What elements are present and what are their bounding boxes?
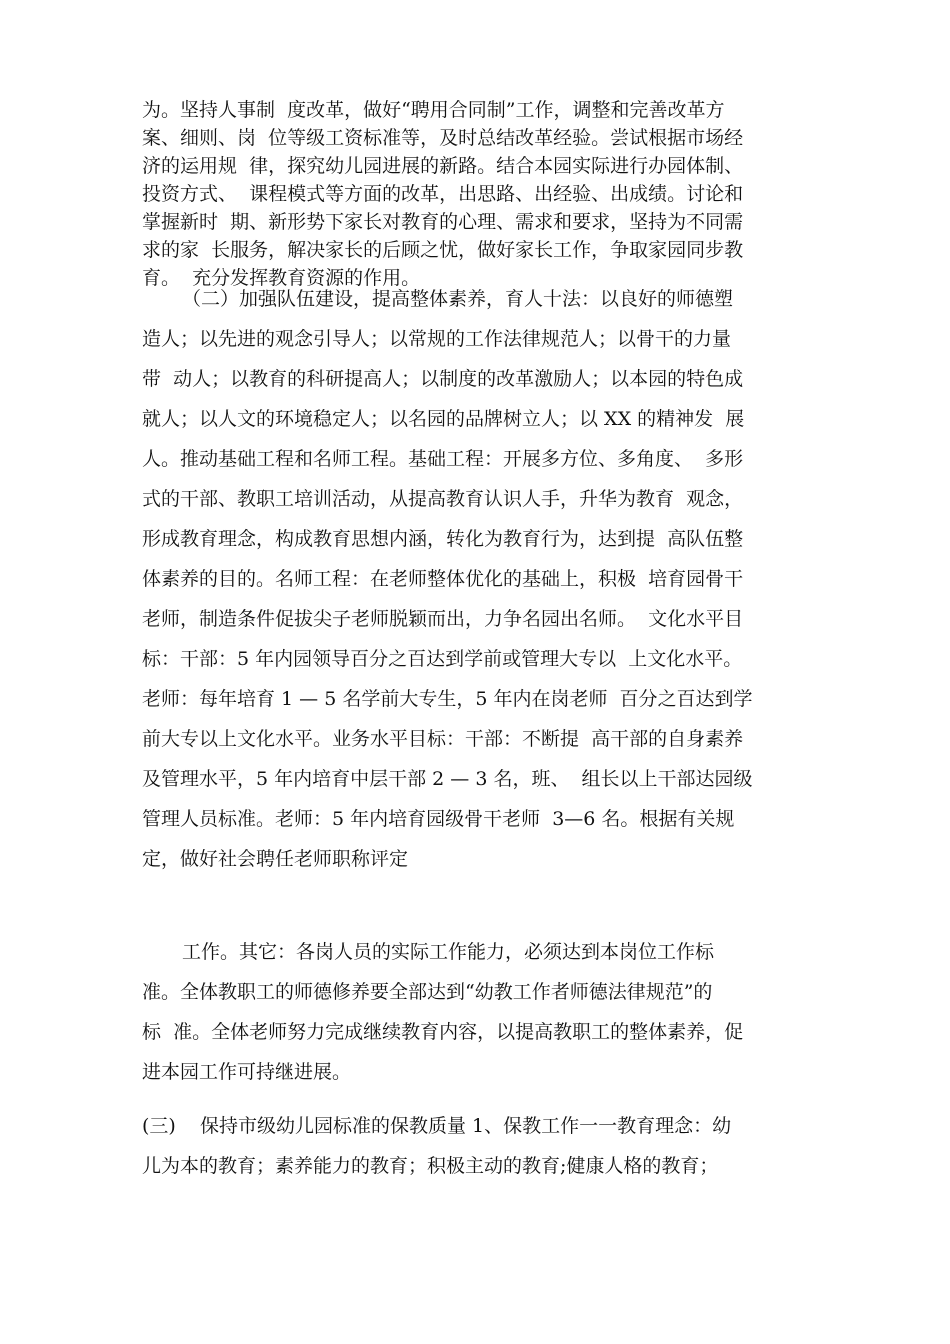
text-line: 求的家 长服务，解决家长的后顾之忧，做好家长工作，争取家园同步教 — [142, 239, 744, 261]
text-line: 老师：每年培育 1 — 5 名学前大专生，5 年内在岗老师 百分之百达到学 — [142, 688, 753, 710]
text-line: 标：干部：5 年内园领导百分之百达到学前或管理大专以 上文化水平。 — [142, 648, 743, 670]
text-line: 投资方式、 课程模式等方面的改革，出思路、出经验、出成绩。讨论和 — [142, 183, 744, 205]
text-line: 济的运用规 律，探究幼儿园进展的新路。结合本园实际进行办园体制、 — [142, 155, 744, 177]
text-line: 定，做好社会聘任老师职称评定 — [142, 848, 409, 870]
text-line: 就人；以人文的环境稳定人；以名园的品牌树立人；以 XX 的精神发 展 — [142, 408, 745, 430]
text-line: 式的干部、教职工培训活动，从提高教育认识人手，升华为教育 观念， — [142, 488, 744, 510]
text-line: 前大专以上文化水平。业务水平目标：干部：不断提 高干部的自身素养 — [142, 728, 744, 750]
paragraph-care-quality — [142, 1106, 832, 1186]
text-line: 形成教育理念，构成教育思想内涵，转化为教育行为，达到提 高队伍整 — [142, 528, 744, 550]
text-line: 老师，制造条件促拔尖子老师脱颖而出，力争名园出名师。 文化水平目 — [142, 608, 744, 630]
text-line: 带 动人；以教育的科研提高人；以制度的改革激励人；以本园的特色成 — [142, 368, 744, 390]
text-line: 标 准。全体老师努力完成继续教育内容，以提高教职工的整体素养，促 — [142, 1021, 744, 1043]
text-line: （二）加强队伍建设，提高整体素养，育人十法：以良好的师德塑 — [182, 288, 734, 310]
text-line: 准。全体教职工的师德修养要全部达到“幼教工作者师德法律规范”的 — [142, 981, 713, 1003]
text-line: 儿为本的教育；素养能力的教育；积极主动的教育;健康人格的教育； — [142, 1155, 719, 1177]
paragraph-reform — [142, 96, 832, 292]
text-line: 工作。其它：各岗人员的实际工作能力，必须达到本岗位工作标 — [182, 941, 715, 963]
text-line: 掌握新时 期、新形势下家长对教育的心理、需求和要求，坚持为不同需 — [142, 211, 744, 233]
paragraph-other-requirements — [142, 932, 832, 1092]
text-line: 进本园工作可持继进展。 — [142, 1061, 352, 1083]
text-line: 管理人员标准。老师：5 年内培育园级骨干老师 3—6 名。根据有关规 — [142, 808, 735, 830]
text-line: 育。 充分发挥教育资源的作用。 — [142, 267, 421, 289]
text-line: (三) 保持市级幼儿园标准的保教质量 1、保教工作一一教育理念：幼 — [142, 1115, 732, 1137]
text-line: 为。坚持人事制 度改革，做好“聘用合同制”工作，调整和完善改革方 — [142, 99, 725, 121]
text-line: 造人；以先进的观念引导人；以常规的工作法律规范人；以骨干的力量 — [142, 328, 732, 350]
text-line: 及管理水平，5 年内培育中层干部 2 — 3 名，班、 组长以上干部达园级 — [142, 768, 753, 790]
text-line: 案、细则、岗 位等级工资标准等，及时总结改革经验。尝试根据市场经 — [142, 127, 744, 149]
text-line: 体素养的目的。名师工程：在老师整体优化的基础上，积极 培育园骨干 — [142, 568, 744, 590]
text-line: 人。推动基础工程和名师工程。基础工程：开展多方位、多角度、 多形 — [142, 448, 744, 470]
paragraph-team-building — [142, 279, 832, 879]
